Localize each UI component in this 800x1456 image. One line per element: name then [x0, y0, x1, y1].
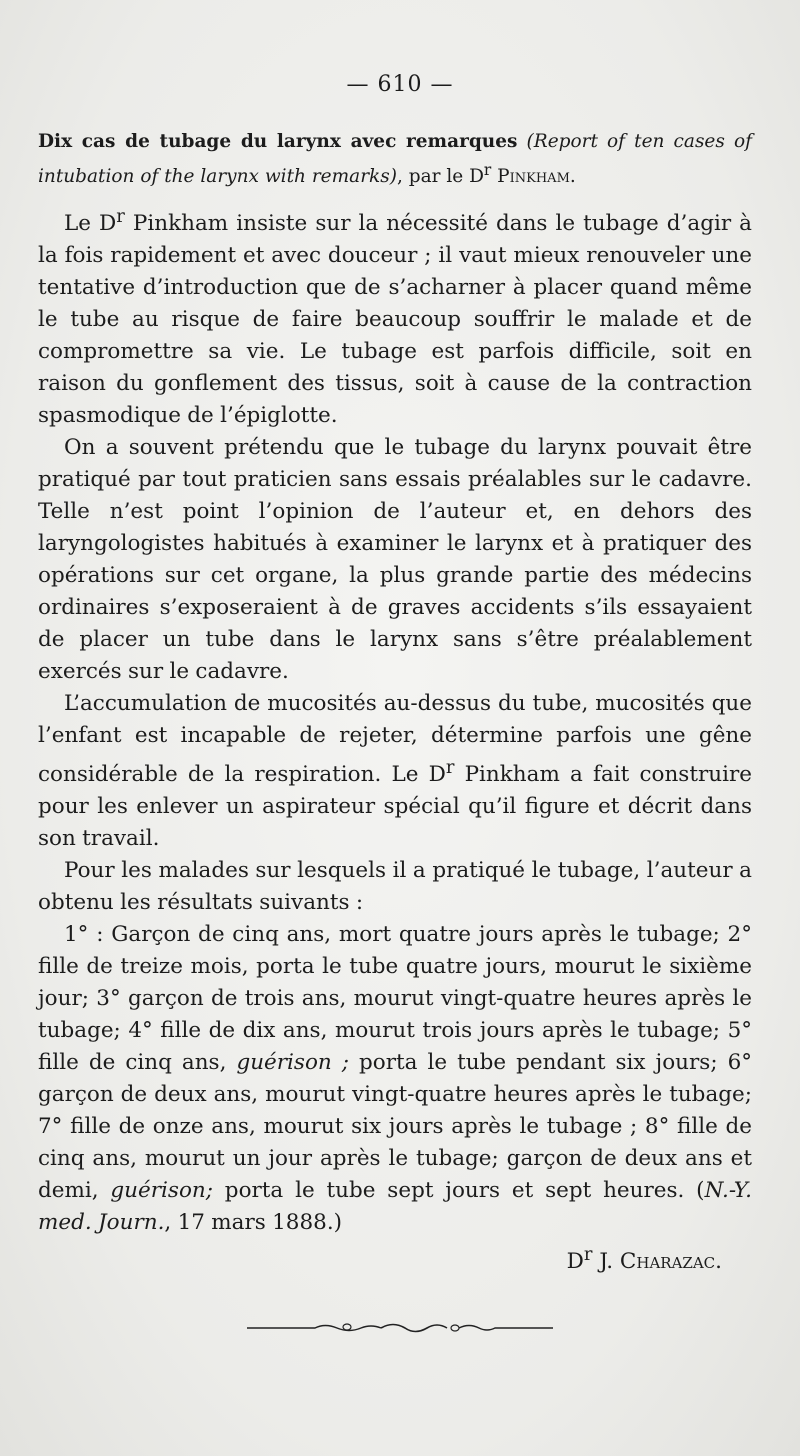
- p5-guerison-1: guérison ;: [236, 1050, 350, 1076]
- byline-sup: r: [483, 161, 492, 179]
- paragraph-3: [38, 688, 752, 855]
- paragraph-5-results: [38, 919, 752, 1239]
- article: [38, 128, 752, 1279]
- paragraph-4: Pour les malades sur lesquels il a pratiqué le tubage, l’auteur a obtenu les résultats suivants :: [38, 858, 752, 916]
- p3-text-b: Pinkham a fait construire pour les enlever un aspirateur spécial qu’il figure et décrit dans son travail.: [38, 762, 752, 852]
- p5-source: N.-Y. med. Journ.: [38, 1178, 753, 1236]
- signature-prefix: D: [566, 1249, 584, 1275]
- p5-text-b: porta le tube pendant six jours; 6° garçon de deux ans, mourut vingt-quatre heures après le tubage; 7° fille de onze ans, mourut six jours après le tubage ; 8° fille de cinq ans, mourut un jour après le tubage; garçon de deux ans et demi,: [38, 1050, 753, 1204]
- paragraph-2: On a souvent prétendu que le tubage du larynx pouvait être pratiqué par tout praticien sans essais préalables sur le cadavre. Telle n’est point l’opinion de l’auteur et, en dehors des laryngologistes habitués à examiner le larynx et à pratiquer des opérations sur cet organe, la plus grande partie des médecins ordinaires s’exposeraient à de graves accidents s’ils essayaient de placer un tube dans le larynx sans s’être préalablement exercés sur le cadavre.: [38, 435, 752, 685]
- p5-date: , 17 mars 1888.): [164, 1210, 343, 1236]
- p1-text-a: Le D: [64, 211, 117, 237]
- byline-end: .: [569, 166, 576, 188]
- p3-sup: r: [445, 757, 455, 779]
- byline-prefix: , par le D: [396, 166, 484, 188]
- p3-text-a: L’accumulation de mucosités au-dessus du tube, mucosités que l’enfant est incapable de rejeter, détermine parfois une gêne considérable de la respiration. Le D: [38, 691, 752, 788]
- p5-guerison-2: guérison;: [110, 1178, 213, 1204]
- decorative-rule-ornament: [245, 1320, 555, 1336]
- p5-text-a: 1° : Garçon de cinq ans, mort quatre jours après le tubage; 2° fille de treize mois, porta le tube quatre jours, mourut le sixième jour; 3° garçon de trois ans, mourut vingt-quatre heures après le tubage; 4° fille de dix ans, mourut trois jours après le tubage; 5° fille de cinq ans,: [38, 922, 752, 1076]
- p5-text-c: porta le tube sept jours et sept heures. (: [212, 1178, 705, 1204]
- signature-name: J. Charazac.: [592, 1249, 722, 1275]
- signature-sup: r: [583, 1244, 593, 1266]
- p1-sup: r: [116, 206, 125, 228]
- signature: [567, 1239, 722, 1278]
- article-title: Dix cas de tubage du larynx avec remarques: [38, 131, 518, 152]
- article-title-english: (Report of ten cases of intubation of the larynx with remarks): [38, 131, 752, 188]
- article-heading: [38, 128, 752, 191]
- byline-author: Pinkham: [497, 166, 570, 188]
- paragraph-1: [38, 201, 752, 432]
- page-number: — 610 —: [346, 72, 454, 97]
- p1-text-b: Pinkham insiste sur la nécessité dans le tubage d’agir à la fois rapidement et avec douceur ; il vaut mieux renouveler une tentative d’introduction que de s’acharner à placer quand même le tube au risque de faire beaucoup souffrir le malade et de compromettre sa vie. Le tubage est parfois difficile, soit en raison du gonflement des tissus, soit à cause de la contraction spasmodique de l’épiglotte.: [38, 211, 752, 429]
- signature-row: [38, 1239, 752, 1278]
